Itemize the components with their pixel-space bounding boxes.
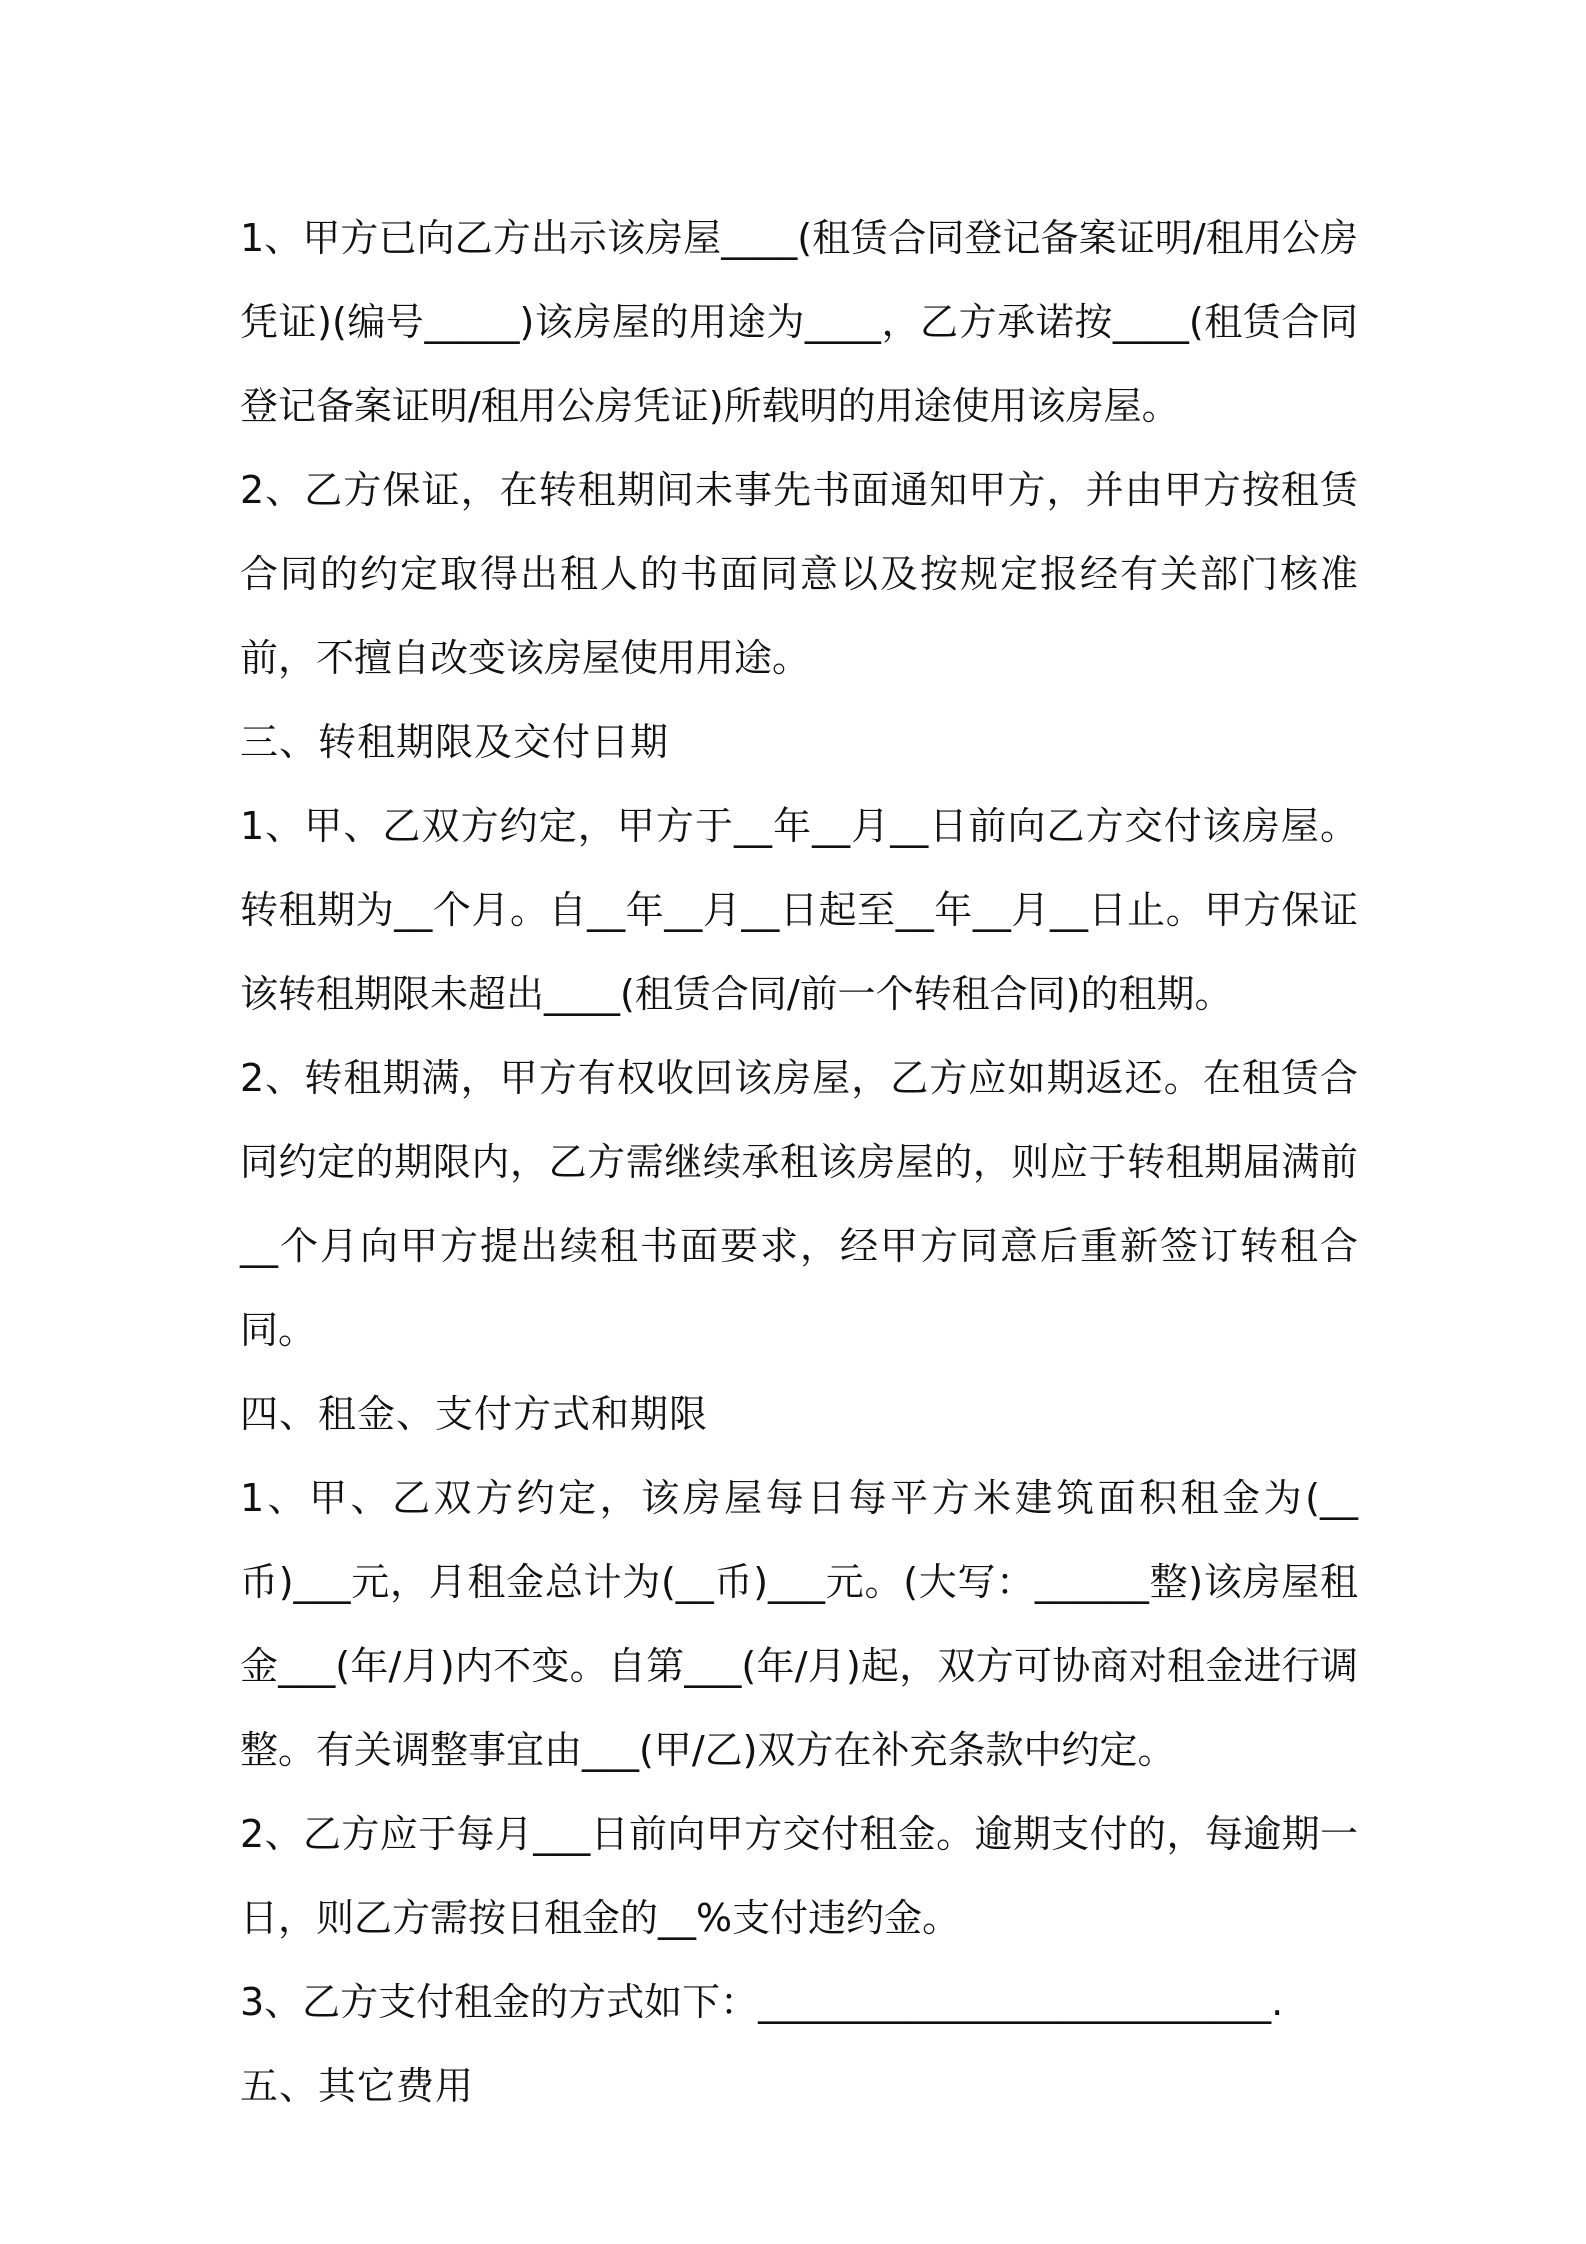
- clause-payment-method: 3、乙方支付租金的方式如下：___________________________.: [240, 1980, 1284, 2024]
- section-heading-rent: 四、租金、支付方式和期限: [240, 1392, 709, 1436]
- section-heading-term: 三、转租期限及交付日期: [240, 720, 670, 764]
- clause-term-expiry: 2、转租期满，甲方有权收回该房屋，乙方应如期返还。在租赁合同约定的期限内，乙方需继续承租该房屋的，则应于转租期届满前__个月向甲方提出续租书面要求，经甲方同意后重新签订转租合同。: [240, 1056, 1358, 1352]
- clause-rent-due-date: 2、乙方应于每月___日前向甲方交付租金。逾期支付的，每逾期一日，则乙方需按日租金的__%支付违约金。: [240, 1812, 1358, 1940]
- clause-delivery-date: 1、甲、乙双方约定，甲方于__年__月__日前向乙方交付该房屋。转租期为__个月。自__年__月__日起至__年__月__日止。甲方保证该转租期限未超出____(租赁合同/前一个转租合同)的租期。: [240, 804, 1358, 1016]
- clause-purpose-certificate: 1、甲方已向乙方出示该房屋____(租赁合同登记备案证明/租用公房凭证)(编号_____)该房屋的用途为____，乙方承诺按____(租赁合同登记备案证明/租用公房凭证)所载明的用途使用该房屋。: [240, 216, 1358, 428]
- clause-usage-guarantee: 2、乙方保证，在转租期间未事先书面通知甲方，并由甲方按租赁合同的约定取得出租人的书面同意以及按规定报经有关部门核准前，不擅自改变该房屋使用用途。: [240, 468, 1358, 680]
- section-heading-other-fees: 五、其它费用: [240, 2064, 475, 2108]
- document-body: [240, 196, 1358, 2128]
- clause-rent-amount: 1、甲、乙双方约定，该房屋每日每平方米建筑面积租金为(__币)___元，月租金总计为(__币)___元。(大写：______整)该房屋租金___(年/月)内不变。自第___(年/月)起，双方可协商对租金进行调整。有关调整事宜由___(甲/乙)双方在补充条款中约定。: [240, 1476, 1358, 1772]
